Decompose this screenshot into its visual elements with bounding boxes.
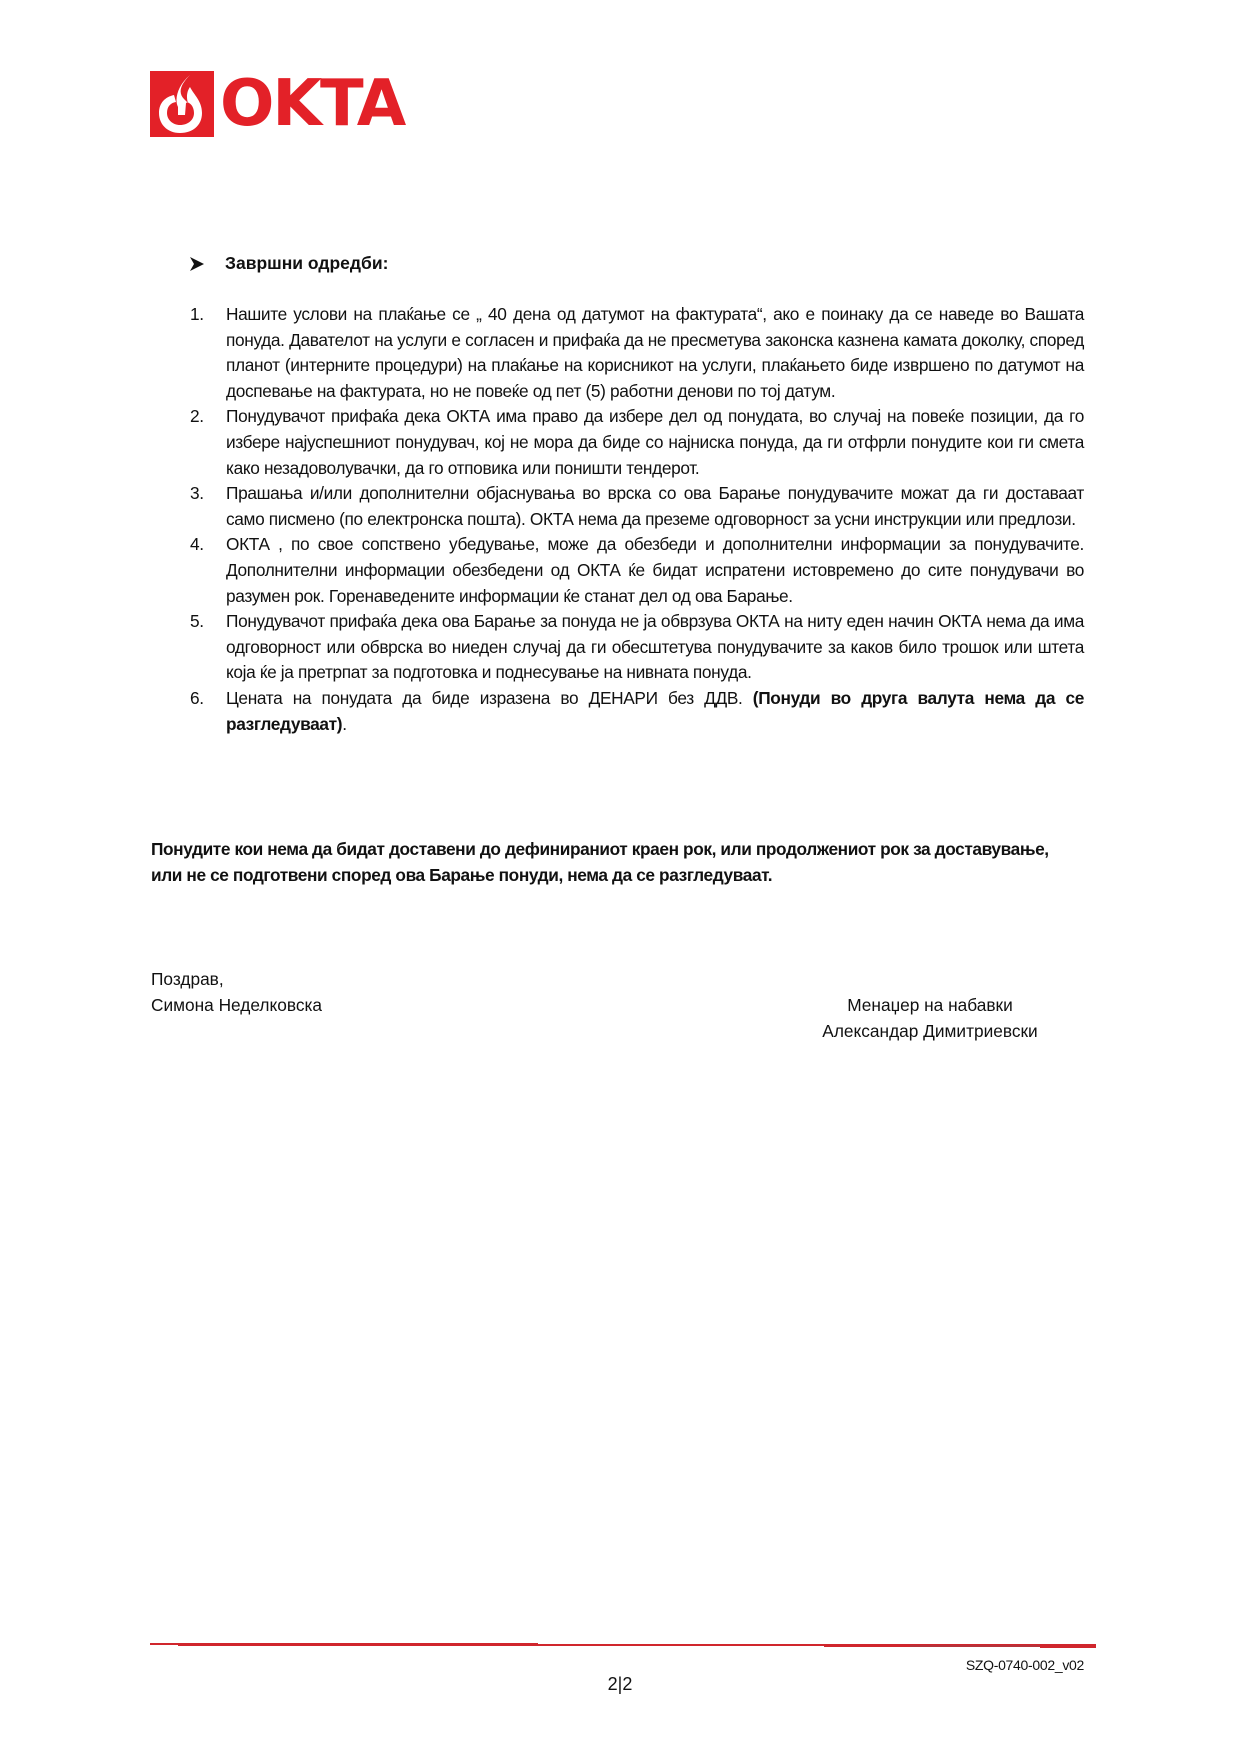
item-text: Прашања и/или дополнителни објаснувања во врска со ова Барање понудувачите можат да ги доставаат само писмено (по електронска пошта). ОКТА нема да преземе одговорност за усни инструкции или предлози. <box>226 483 1084 529</box>
closing-note: Понудите кои нема да бидат доставени до дефинираниот краен рок, или продолжениот рок за доставување, или не се подготвени според ова Барање понуди, нема да се разгледуваат. <box>151 839 1049 885</box>
item-number: 1. <box>190 304 204 324</box>
item-number: 2. <box>190 406 204 427</box>
item-number: 3. <box>190 483 204 504</box>
greeting: Поздрав, <box>151 969 224 989</box>
document-code: SZQ-0740-002_v02 <box>965 1657 1084 1673</box>
item-number: 6. <box>190 687 204 708</box>
section-title: Завршни одредби: <box>225 253 389 273</box>
arrow-bullet-icon <box>190 256 204 272</box>
item-tail: . <box>342 713 347 734</box>
logo-wordmark: OKTA <box>220 67 405 141</box>
item-text: Цената на понудата да биде изразена во ДЕНАРИ без ДДВ. <box>226 687 753 708</box>
list-item <box>190 686 1084 737</box>
terms-list <box>190 302 1084 737</box>
page-number: 2|2 <box>607 1674 633 1694</box>
item-text: Нашите услови на плаќање се „ 40 дена од датумот на фактурата“, ако е поинаку да се наведе во Вашата понуда. Давателот на услуги е согласен и прифаќа да не пресметува законска казнена камата доколку, според планот (интерните процедури) на плаќање на корисникот на услуги, плаќањето биде извршено по датумот на доспевање на фактурата, но не повеќе од пет (5) работни денови по тој датум. <box>226 304 1084 401</box>
list-item <box>190 532 1084 609</box>
signer-name: Александар Димитриевски <box>822 1021 1038 1041</box>
list-item <box>190 404 1084 481</box>
footer-divider-right <box>150 1643 1096 1648</box>
list-item <box>190 302 1084 404</box>
item-bold-text: (Понуди во друга валута нема да се разгледуваат) <box>226 687 1084 734</box>
item-text: ОКТА , по свое сопствено убедување, може да обезбеди и дополнителни информации за понудувачите. Дополнителни информации обезбедени од ОКТА ќе бидат испратени истовремено до сите понудувачи во разумен рок. Горенаведените информации ќе станат дел од ова Барање. <box>226 534 1084 606</box>
item-number: 4. <box>190 534 204 555</box>
signer-title: Менаџер на набавки <box>847 995 1013 1015</box>
sender-name: Симона Неделковска <box>151 995 323 1015</box>
list-item <box>190 481 1084 532</box>
flame-drop-icon <box>150 71 214 137</box>
item-text: Понудувачот прифаќа дека ОКТА има право да избере дел од понудата, во случај на повеќе позиции, да го избере најуспешниот понудувач, кој не мора да биде со најниска понуда, да ги отфрли понудите кои ги смета како незадоволувачки, да го отповика или поништи тендерот. <box>226 406 1084 478</box>
item-text: Понудувачот прифаќа дека ова Барање за понуда не ја обврзува ОКТА на ниту еден начин ОКТА нема да има одговорност или обврска во ниеден случај да ги обесштетува понудувачите за каков било трошок или штета која ќе ја претрпат за подготовка и поднесување на нивната понуда. <box>226 611 1084 683</box>
okta-logo <box>150 67 406 141</box>
list-item <box>190 609 1084 686</box>
item-number: 5. <box>190 611 204 632</box>
